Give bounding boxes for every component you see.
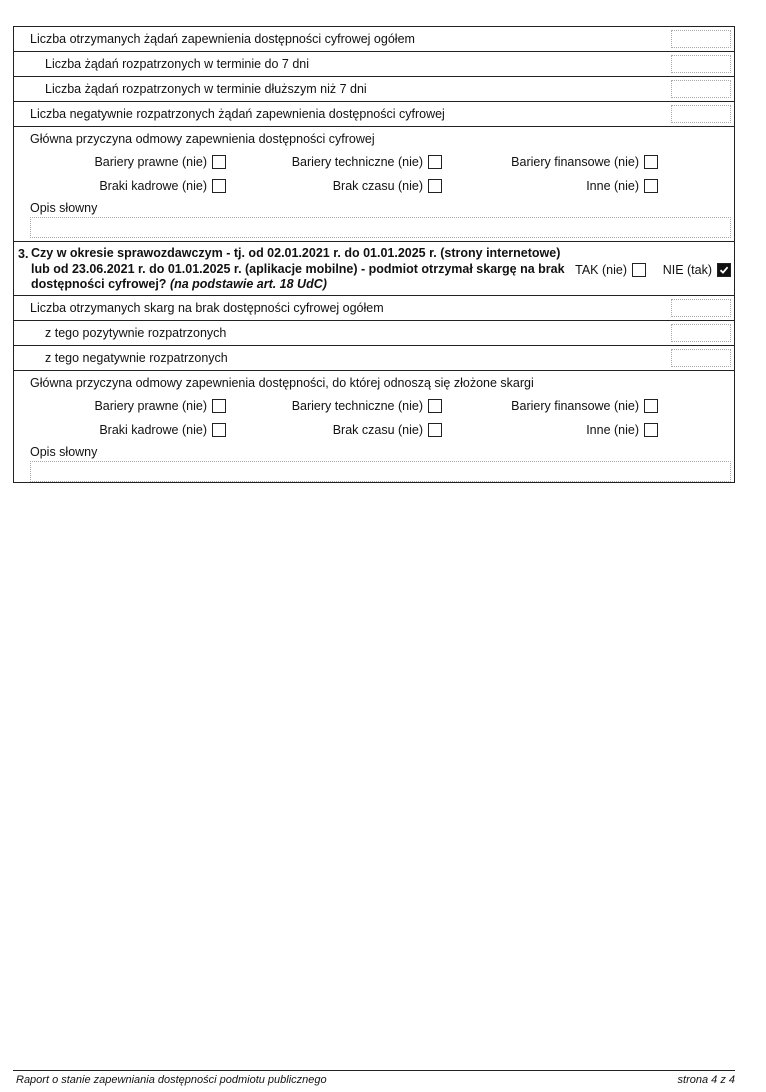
- complaints-total-row: [14, 296, 734, 321]
- complaints-reason-label: Główna przyczyna odmowy zapewnienia dostępności, do której odnoszą się złożone skargi: [30, 376, 534, 390]
- option-label: Inne (nie): [586, 423, 639, 437]
- requests-option-time[interactable]: [333, 177, 442, 195]
- requests-reason-row: [14, 127, 734, 242]
- question-note: (na podstawie art. 18 UdC): [169, 277, 327, 291]
- complaints-positive-row: [14, 321, 734, 346]
- option-label: Bariery prawne (nie): [94, 155, 207, 169]
- checkbox[interactable]: [428, 399, 442, 413]
- complaints-option-legal[interactable]: [94, 397, 226, 415]
- checkbox[interactable]: [644, 423, 658, 437]
- requests-total-label: Liczba otrzymanych żądań zapewnienia dostępności cyfrowej ogółem: [30, 32, 415, 46]
- option-label: Bariery techniczne (nie): [291, 155, 423, 169]
- complaints-positive-field[interactable]: [671, 324, 731, 342]
- question-3-no[interactable]: [663, 261, 731, 279]
- requests-option-staff[interactable]: [99, 177, 226, 195]
- complaints-negative-row: [14, 346, 734, 371]
- option-label: Inne (nie): [586, 179, 639, 193]
- requests-reason-label: Główna przyczyna odmowy zapewnienia dostępności cyfrowej: [30, 132, 375, 146]
- yes-label: TAK (nie): [575, 263, 627, 277]
- question-number: 3.: [18, 247, 29, 261]
- complaints-option-financial[interactable]: [511, 397, 658, 415]
- option-label: Bariery finansowe (nie): [511, 399, 639, 413]
- option-label: Bariery finansowe (nie): [511, 155, 639, 169]
- complaints-negative-label: z tego negatywnie rozpatrzonych: [45, 351, 228, 365]
- footer-page-number: strona 4 z 4: [677, 1074, 735, 1086]
- no-label: NIE (tak): [662, 263, 712, 277]
- checkbox[interactable]: [212, 155, 226, 169]
- option-label: Bariery prawne (nie): [94, 399, 207, 413]
- complaints-negative-field[interactable]: [671, 349, 731, 367]
- footer-title: Raport o stanie zapewniania dostępności podmiotu publicznego: [16, 1074, 327, 1086]
- requests-total-field[interactable]: [671, 30, 731, 48]
- requests-negative-row: [14, 102, 734, 127]
- complaints-option-other[interactable]: [586, 421, 658, 439]
- requests-option-financial[interactable]: [511, 153, 658, 171]
- checkbox[interactable]: [644, 399, 658, 413]
- checkbox[interactable]: [428, 423, 442, 437]
- option-label: Braki kadrowe (nie): [99, 179, 207, 193]
- requests-description-field[interactable]: [30, 217, 731, 238]
- question-body: Czy w okresie sprawozdawczym - tj. od 02.01.2021 r. do 01.01.2025 r. (strony internetowe) lub od 23.06.2021 r. do 01.01.2025 r. (aplikacje mobilne) - podmiot otrzymał skargę na brak dostępności cyfrowej?: [31, 246, 565, 291]
- checkbox[interactable]: [212, 399, 226, 413]
- checkbox[interactable]: [428, 179, 442, 193]
- report-form: [13, 26, 735, 483]
- option-label: Braki kadrowe (nie): [99, 423, 207, 437]
- checkbox[interactable]: [632, 263, 646, 277]
- complaints-option-staff[interactable]: [99, 421, 226, 439]
- complaints-description-field[interactable]: [30, 461, 731, 482]
- option-label: Brak czasu (nie): [332, 179, 423, 193]
- requests-over-7-row: [14, 77, 734, 102]
- complaints-total-field[interactable]: [671, 299, 731, 317]
- checkbox[interactable]: [212, 179, 226, 193]
- complaints-description-label: Opis słowny: [30, 445, 98, 459]
- complaints-option-technical[interactable]: [292, 397, 442, 415]
- requests-within-7-field[interactable]: [671, 55, 731, 73]
- requests-option-technical[interactable]: [292, 153, 442, 171]
- complaints-reason-row: [14, 371, 734, 482]
- requests-description-label: Opis słowny: [30, 201, 98, 215]
- checkbox[interactable]: [212, 423, 226, 437]
- footer-divider: [13, 1070, 735, 1071]
- checkbox-checked[interactable]: [717, 263, 731, 277]
- complaints-total-label: Liczba otrzymanych skarg na brak dostępności cyfrowej ogółem: [30, 301, 384, 315]
- option-label: Brak czasu (nie): [332, 423, 423, 437]
- requests-within-7-row: [14, 52, 734, 77]
- requests-option-legal[interactable]: [94, 153, 226, 171]
- complaints-positive-label: z tego pozytywnie rozpatrzonych: [45, 326, 227, 340]
- requests-negative-field[interactable]: [671, 105, 731, 123]
- requests-within-7-label: Liczba żądań rozpatrzonych w terminie do 7 dni: [45, 57, 310, 71]
- requests-option-other[interactable]: [586, 177, 658, 195]
- checkbox[interactable]: [644, 179, 658, 193]
- complaints-option-time[interactable]: [333, 421, 442, 439]
- question-3-yes[interactable]: [575, 261, 646, 279]
- checkmark-icon: [719, 265, 729, 275]
- question-text: [31, 246, 571, 293]
- checkbox[interactable]: [428, 155, 442, 169]
- option-label: Bariery techniczne (nie): [291, 399, 423, 413]
- requests-over-7-label: Liczba żądań rozpatrzonych w terminie dłuższym niż 7 dni: [45, 82, 367, 96]
- checkbox[interactable]: [644, 155, 658, 169]
- requests-negative-label: Liczba negatywnie rozpatrzonych żądań zapewnienia dostępności cyfrowej: [30, 107, 445, 121]
- requests-total-row: [14, 27, 734, 52]
- requests-over-7-field[interactable]: [671, 80, 731, 98]
- question-3-row: [14, 242, 734, 296]
